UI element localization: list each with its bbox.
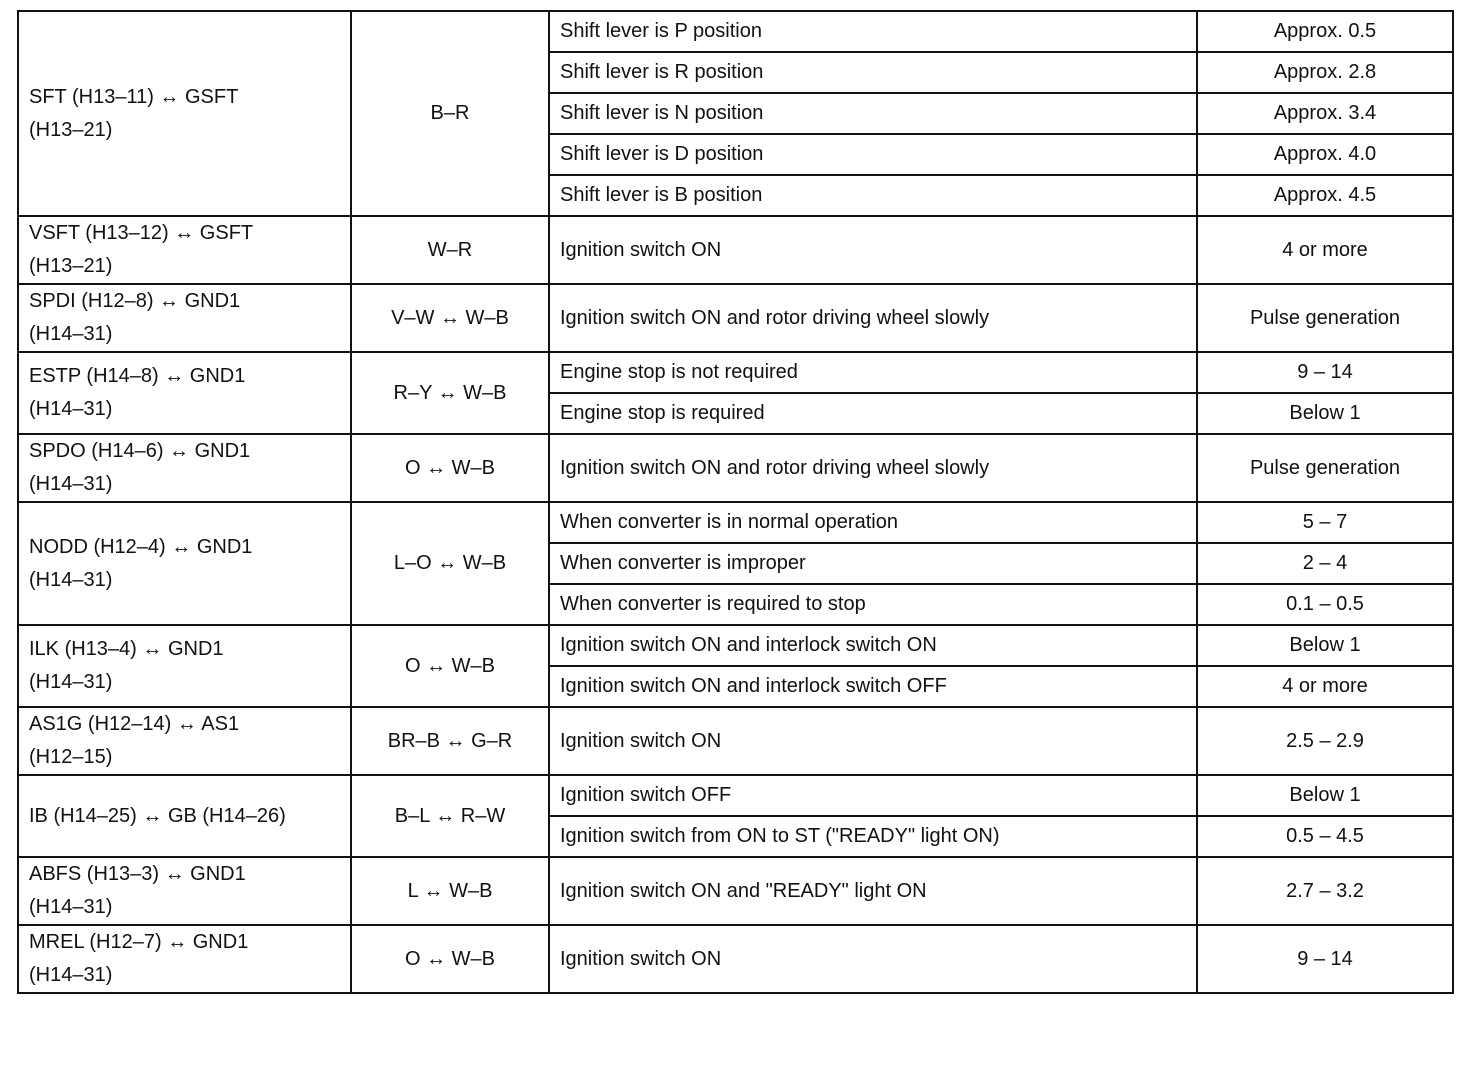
terminal-cell xyxy=(18,284,351,352)
condition-cell: Ignition switch ON xyxy=(549,216,1197,284)
specified-value-cell: 9 – 14 xyxy=(1197,352,1453,393)
specified-value-cell: Below 1 xyxy=(1197,625,1453,666)
specified-value-cell: 2 – 4 xyxy=(1197,543,1453,584)
table-row xyxy=(18,11,1453,52)
terminal-label-line: (H14–31) xyxy=(29,964,113,986)
terminal-label-line: ESTP (H14–8) ↔ GND1 xyxy=(29,365,246,387)
terminal-label-line: IB (H14–25) ↔ GB (H14–26) xyxy=(29,804,286,827)
condition-cell: Ignition switch ON and interlock switch ON xyxy=(549,625,1197,666)
wiring-color-cell: W–R xyxy=(351,216,549,284)
terminal-label-line: (H14–31) xyxy=(29,671,113,693)
condition-cell: Engine stop is not required xyxy=(549,352,1197,393)
specified-value-cell: 9 – 14 xyxy=(1197,925,1453,993)
terminal-label-line: SPDI (H12–8) ↔ GND1 xyxy=(29,290,241,312)
condition-cell: Shift lever is N position xyxy=(549,93,1197,134)
condition-cell: Shift lever is P position xyxy=(549,11,1197,52)
table-row xyxy=(18,925,1453,993)
wiring-color-cell: O ↔ W–B xyxy=(351,925,549,993)
table-row xyxy=(18,434,1453,502)
specified-value-cell: Pulse generation xyxy=(1197,434,1453,502)
wiring-color-cell: L ↔ W–B xyxy=(351,857,549,925)
table-row xyxy=(18,775,1453,816)
table-row xyxy=(18,502,1453,543)
terminal-label-line: (H14–31) xyxy=(29,896,113,918)
specified-value-cell: Approx. 4.5 xyxy=(1197,175,1453,216)
wiring-color-cell: L–O ↔ W–B xyxy=(351,502,549,625)
condition-cell: Ignition switch ON and rotor driving wheel slowly xyxy=(549,284,1197,352)
specified-value-cell: Approx. 0.5 xyxy=(1197,11,1453,52)
terminal-label-line: (H14–31) xyxy=(29,323,113,345)
specified-value-cell: 4 or more xyxy=(1197,666,1453,707)
terminal-cell xyxy=(18,502,351,625)
specified-value-cell: Approx. 3.4 xyxy=(1197,93,1453,134)
condition-cell: Ignition switch ON and "READY" light ON xyxy=(549,857,1197,925)
wiring-color-cell: B–R xyxy=(351,11,549,216)
specified-value-cell: Below 1 xyxy=(1197,775,1453,816)
condition-cell: Shift lever is B position xyxy=(549,175,1197,216)
condition-cell: Ignition switch from ON to ST ("READY" light ON) xyxy=(549,816,1197,857)
wiring-color-cell: B–L ↔ R–W xyxy=(351,775,549,857)
wiring-color-cell: R–Y ↔ W–B xyxy=(351,352,549,434)
terminal-label-line: ABFS (H13–3) ↔ GND1 xyxy=(29,863,246,885)
terminal-spec-sheet xyxy=(17,10,1454,994)
terminal-label-line: (H14–31) xyxy=(29,473,113,495)
terminal-label-line: (H14–31) xyxy=(29,398,113,420)
specified-value-cell: 4 or more xyxy=(1197,216,1453,284)
wiring-color-cell: O ↔ W–B xyxy=(351,434,549,502)
table-body xyxy=(18,11,1453,993)
terminal-cell xyxy=(18,625,351,707)
wiring-color-cell: O ↔ W–B xyxy=(351,625,549,707)
table-row xyxy=(18,216,1453,284)
terminal-cell xyxy=(18,11,351,216)
specified-value-cell: 0.5 – 4.5 xyxy=(1197,816,1453,857)
terminal-label-line: SPDO (H14–6) ↔ GND1 xyxy=(29,440,251,462)
terminal-cell xyxy=(18,925,351,993)
terminal-cell xyxy=(18,707,351,775)
specified-value-cell: 5 – 7 xyxy=(1197,502,1453,543)
specified-value-cell: Pulse generation xyxy=(1197,284,1453,352)
table-row xyxy=(18,625,1453,666)
terminal-label-line: NODD (H12–4) ↔ GND1 xyxy=(29,535,253,558)
condition-cell: Engine stop is required xyxy=(549,393,1197,434)
terminal-spec-table xyxy=(17,10,1454,994)
terminal-label-line: VSFT (H13–12) ↔ GSFT xyxy=(29,222,254,244)
table-row xyxy=(18,707,1453,775)
condition-cell: Ignition switch OFF xyxy=(549,775,1197,816)
condition-cell: When converter is in normal operation xyxy=(549,502,1197,543)
terminal-label-line: ILK (H13–4) ↔ GND1 xyxy=(29,638,224,660)
specified-value-cell: Approx. 4.0 xyxy=(1197,134,1453,175)
terminal-cell xyxy=(18,216,351,284)
terminal-label-line: (H13–21) xyxy=(29,255,113,277)
terminal-label-line: MREL (H12–7) ↔ GND1 xyxy=(29,931,249,953)
specified-value-cell: Approx. 2.8 xyxy=(1197,52,1453,93)
terminal-cell xyxy=(18,775,351,857)
condition-cell: Ignition switch ON and rotor driving wheel slowly xyxy=(549,434,1197,502)
table-row xyxy=(18,284,1453,352)
terminal-label-line: SFT (H13–11) ↔ GSFT xyxy=(29,85,239,108)
condition-cell: Shift lever is R position xyxy=(549,52,1197,93)
terminal-label-line: (H14–31) xyxy=(29,568,113,591)
specified-value-cell: 0.1 – 0.5 xyxy=(1197,584,1453,625)
terminal-label-line: AS1G (H12–14) ↔ AS1 xyxy=(29,713,240,735)
specified-value-cell: Below 1 xyxy=(1197,393,1453,434)
terminal-cell xyxy=(18,857,351,925)
condition-cell: When converter is improper xyxy=(549,543,1197,584)
wiring-color-cell: V–W ↔ W–B xyxy=(351,284,549,352)
table-row xyxy=(18,352,1453,393)
specified-value-cell: 2.7 – 3.2 xyxy=(1197,857,1453,925)
terminal-label-line: (H13–21) xyxy=(29,118,113,141)
specified-value-cell: 2.5 – 2.9 xyxy=(1197,707,1453,775)
condition-cell: Ignition switch ON and interlock switch OFF xyxy=(549,666,1197,707)
table-row xyxy=(18,857,1453,925)
terminal-cell xyxy=(18,352,351,434)
terminal-label-line: (H12–15) xyxy=(29,746,113,768)
wiring-color-cell: BR–B ↔ G–R xyxy=(351,707,549,775)
condition-cell: When converter is required to stop xyxy=(549,584,1197,625)
condition-cell: Ignition switch ON xyxy=(549,925,1197,993)
condition-cell: Ignition switch ON xyxy=(549,707,1197,775)
condition-cell: Shift lever is D position xyxy=(549,134,1197,175)
terminal-cell xyxy=(18,434,351,502)
